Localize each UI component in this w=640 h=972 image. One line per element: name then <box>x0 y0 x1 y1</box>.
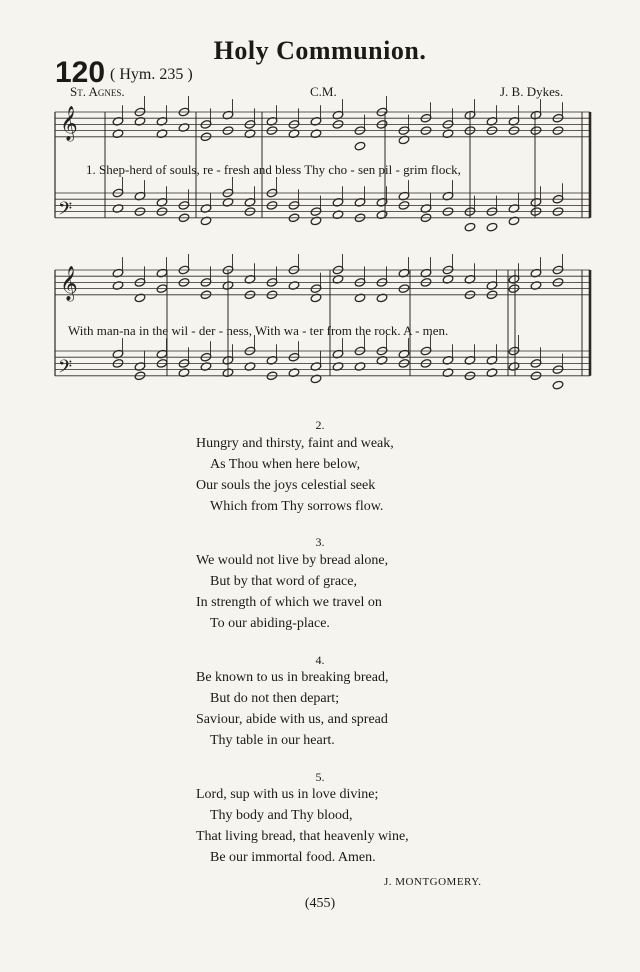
page-number: (455) <box>304 896 336 911</box>
meter: C.M. <box>310 84 337 99</box>
notes <box>112 96 564 390</box>
stanza-line: Our souls the joys celestial seek <box>196 478 376 493</box>
svg-text:𝄞: 𝄞 <box>60 266 78 301</box>
stanza-line: Thy table in our heart. <box>210 733 335 748</box>
stanza-line: Thy body and Thy blood, <box>210 808 353 823</box>
lyrics-line-2: With man-na in the wil - der - ness, With wa - ter from the rock. A - men. <box>68 323 449 338</box>
hymn-reference: ( Hym. 235 ) <box>110 66 193 83</box>
stanza-number: 5. <box>315 770 325 784</box>
stanza-line: That living bread, that heavenly wine, <box>196 829 409 844</box>
hymn-number: 120 <box>55 56 106 89</box>
tune-name: St. Agnes. <box>70 84 125 99</box>
svg-text:𝄞: 𝄞 <box>60 106 78 141</box>
svg-text:𝄢: 𝄢 <box>58 199 73 224</box>
stanza-line: Saviour, abide with us, and spread <box>196 712 388 727</box>
stanza-number: 4. <box>315 653 325 667</box>
composer: J. B. Dykes. <box>500 84 564 99</box>
stanza-number: 2. <box>315 418 325 432</box>
stanza-line: As Thou when here below, <box>210 457 361 472</box>
stanza-line: To our abiding-place. <box>210 616 330 631</box>
stanza-line: We would not live by bread alone, <box>196 553 389 568</box>
author: J. MONTGOMERY. <box>384 876 482 888</box>
stanza-line: In strength of which we travel on <box>196 595 382 610</box>
stanza-line: Which from Thy sorrows flow. <box>210 499 384 514</box>
stanza-line: Be our immortal food. Amen. <box>210 850 376 865</box>
stanza-line: Be known to us in breaking bread, <box>196 670 389 685</box>
stanza-number: 3. <box>315 535 325 549</box>
stanza-line: But by that word of grace, <box>210 574 357 589</box>
stanza-line: But do not then depart; <box>210 691 340 706</box>
music-score <box>0 0 640 400</box>
stanza-line: Hungry and thirsty, faint and weak, <box>196 436 394 451</box>
lyrics-line-1: 1. Shep-herd of souls, re - fresh and bless Thy cho - sen pil - grim flock, <box>86 162 461 177</box>
page-title: Holy Communion. <box>213 36 427 65</box>
stanza-line: Lord, sup with us in love divine; <box>196 787 379 802</box>
svg-text:𝄢: 𝄢 <box>58 357 73 382</box>
